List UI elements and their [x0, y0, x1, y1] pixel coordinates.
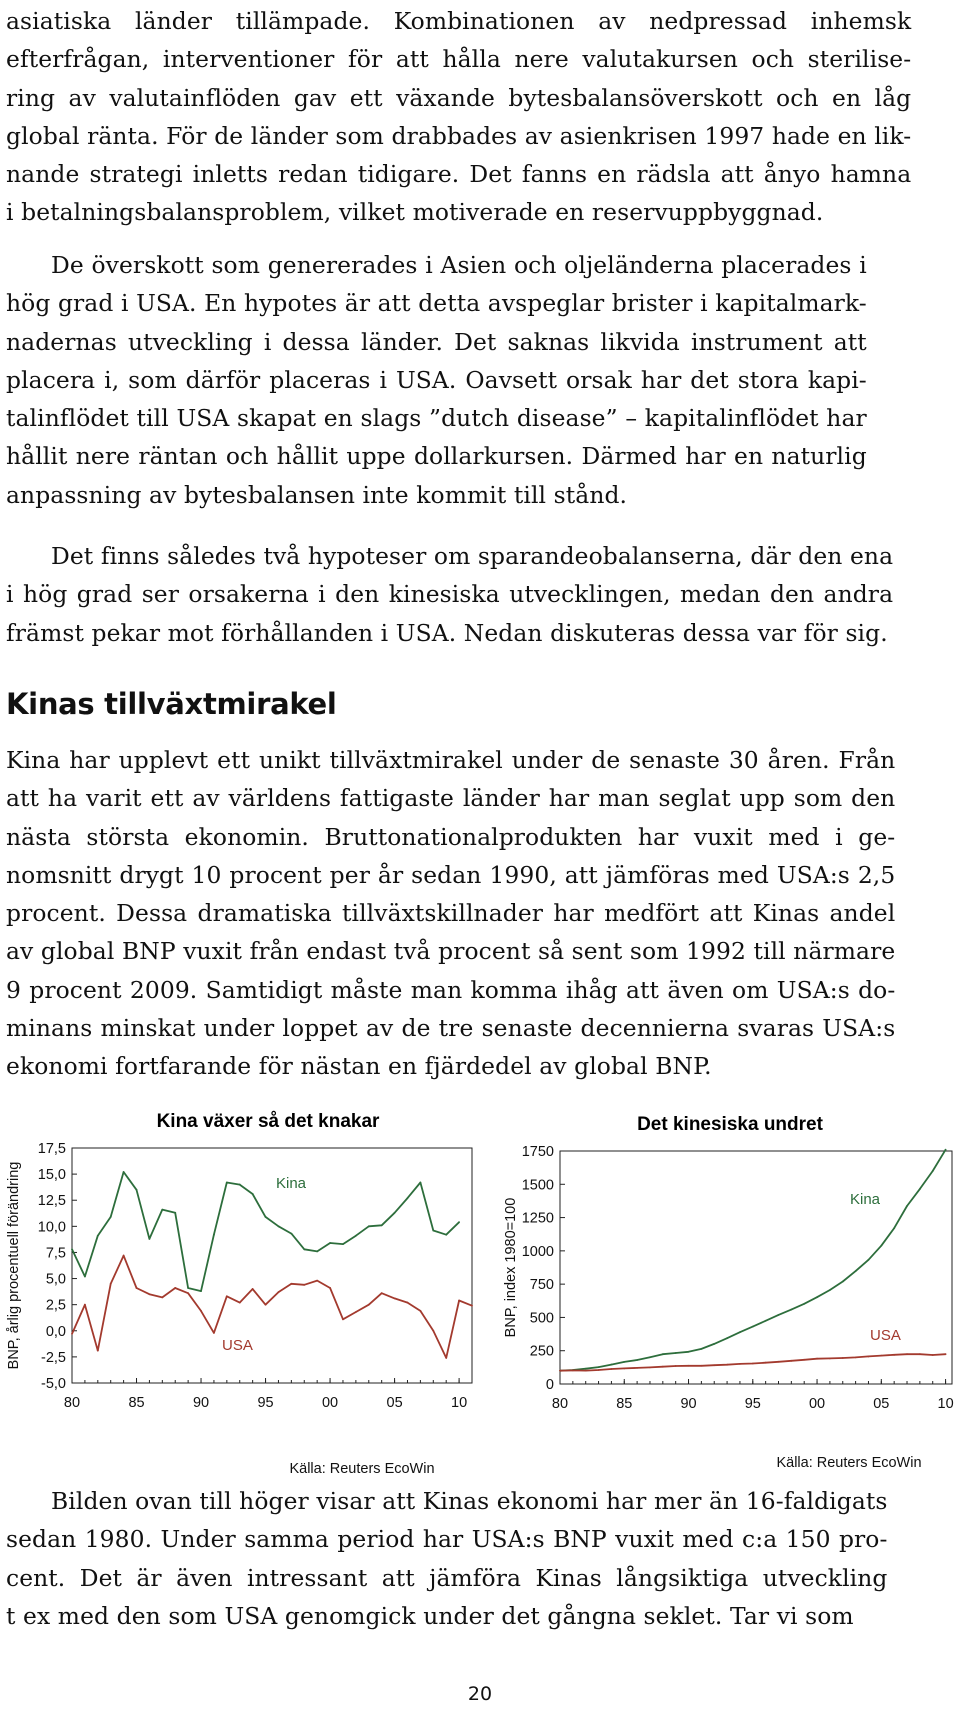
data-point-usa	[394, 1298, 396, 1300]
data-point-kina	[394, 1212, 396, 1214]
series-label-kina: Kina	[850, 1191, 881, 1208]
data-point-kina	[419, 1182, 421, 1184]
data-point-kina	[458, 1221, 460, 1223]
data-point-usa	[239, 1302, 241, 1304]
data-point-usa	[84, 1304, 86, 1306]
text-line: ekonomi fortfarande för nästan en fjärdedel av global BNP.	[6, 1052, 712, 1081]
data-point-kina	[278, 1225, 280, 1227]
text-line: Bilden ovan till höger visar att Kinas ekonomi har mer än 16-faldigats	[51, 1487, 888, 1515]
data-point-kina	[945, 1149, 947, 1151]
data-point-kina	[585, 1368, 587, 1370]
data-point-usa	[765, 1362, 767, 1364]
data-point-kina	[726, 1337, 728, 1339]
y-tick-label: 2,5	[45, 1297, 66, 1314]
data-point-usa	[713, 1364, 715, 1366]
y-axis-label: BNP, årlig procentuell förändring	[6, 1161, 22, 1370]
data-point-usa	[265, 1304, 267, 1306]
text-line: Kina har upplevt ett unikt tillväxtmirakel under de senaste 30 åren. Från	[6, 746, 896, 774]
data-point-usa	[329, 1287, 331, 1289]
data-point-usa	[458, 1300, 460, 1302]
text-line: cent. Det är även intressant att jämföra Kinas långsiktiga utveckling	[6, 1563, 888, 1592]
y-tick-label: 500	[529, 1310, 554, 1327]
text-line: minans minskat under loppet av de tre senaste decennierna svaras USA:s	[6, 1014, 896, 1043]
data-point-usa	[829, 1358, 831, 1360]
data-point-kina	[432, 1230, 434, 1232]
data-point-usa	[662, 1366, 664, 1368]
data-point-usa	[252, 1288, 254, 1290]
chart-growth	[0, 1100, 480, 1480]
data-point-kina	[174, 1212, 176, 1214]
data-point-kina	[213, 1234, 215, 1236]
data-point-kina	[842, 1281, 844, 1283]
data-point-kina	[688, 1351, 690, 1353]
data-point-usa	[906, 1353, 908, 1355]
data-point-kina	[290, 1233, 292, 1235]
data-point-kina	[636, 1359, 638, 1361]
data-point-kina	[829, 1289, 831, 1291]
data-point-usa	[123, 1255, 125, 1257]
x-tick-label: 90	[680, 1396, 697, 1412]
x-tick-label: 05	[873, 1396, 890, 1412]
data-point-kina	[97, 1235, 99, 1237]
data-point-kina	[623, 1361, 625, 1363]
text-line: 9 procent 2009. Samtidigt måste man komma ihåg att även om USA:s do-	[6, 975, 896, 1004]
paragraph-2	[6, 246, 867, 514]
paragraph-4	[6, 741, 895, 1086]
data-point-usa	[739, 1363, 741, 1365]
data-point-kina	[893, 1227, 895, 1229]
data-point-usa	[471, 1305, 473, 1307]
series-label-usa: USA	[222, 1337, 253, 1354]
text-line: nomsnitt drygt 10 procent per år sedan 1990, att jämföras med USA:s 2,5	[6, 860, 896, 889]
data-point-kina	[649, 1356, 651, 1358]
data-point-kina	[445, 1234, 447, 1236]
data-point-kina	[855, 1270, 857, 1272]
data-point-kina	[880, 1245, 882, 1247]
x-tick-label: 95	[257, 1395, 274, 1411]
data-point-kina	[303, 1248, 305, 1250]
data-point-usa	[893, 1354, 895, 1356]
y-tick-label: 0	[545, 1377, 554, 1393]
text-line: efterfrågan, interventioner för att hålla nere valutakursen och sterilise-	[6, 45, 912, 74]
data-point-usa	[161, 1296, 163, 1298]
text-line: av global BNP vuxit från endast två procent så sent som 1992 till närmare	[6, 937, 896, 966]
data-point-usa	[71, 1333, 73, 1335]
data-point-usa	[803, 1359, 805, 1361]
data-point-kina	[675, 1352, 677, 1354]
data-point-usa	[611, 1368, 613, 1370]
text-line: nästa största ekonomin. Bruttonationalprodukten har vuxit med i ge-	[6, 822, 896, 851]
data-point-usa	[842, 1357, 844, 1359]
data-point-usa	[816, 1358, 818, 1360]
data-point-usa	[226, 1295, 228, 1297]
y-tick-label: 1750	[521, 1144, 554, 1160]
chart-source: Källa: Reuters EcoWin	[289, 1461, 435, 1477]
text-line: sedan 1980. Under samma period har USA:s BNP vuxit med c:a 150 pro-	[6, 1525, 888, 1554]
text-line: Det finns således två hypoteser om sparandeobalanserna, där den ena	[51, 542, 894, 570]
x-tick-label: 10	[937, 1396, 954, 1412]
text-line: nande strategi inletts redan tidigare. Det fanns en rädsla att ånyo hamna	[6, 160, 912, 189]
y-tick-label: -5,0	[41, 1376, 66, 1392]
data-point-usa	[290, 1283, 292, 1285]
y-tick-label: 750	[529, 1277, 554, 1294]
data-point-kina	[161, 1209, 163, 1211]
data-point-kina	[868, 1259, 870, 1261]
data-point-usa	[919, 1353, 921, 1355]
data-point-kina	[906, 1205, 908, 1207]
charts-figure	[0, 1100, 960, 1480]
y-tick-label: 5,0	[45, 1271, 66, 1288]
data-point-kina	[71, 1248, 73, 1250]
data-point-usa	[97, 1350, 99, 1352]
data-point-usa	[623, 1368, 625, 1370]
data-point-usa	[149, 1293, 151, 1295]
data-point-kina	[816, 1296, 818, 1298]
data-point-usa	[932, 1354, 934, 1356]
data-point-usa	[445, 1357, 447, 1359]
data-point-usa	[649, 1366, 651, 1368]
data-point-kina	[752, 1326, 754, 1328]
data-point-kina	[110, 1216, 112, 1218]
x-tick-label: 00	[808, 1396, 826, 1412]
y-tick-label: 15,0	[37, 1167, 66, 1184]
x-tick-label: 00	[321, 1395, 339, 1411]
y-tick-label: 1000	[521, 1243, 554, 1260]
data-point-kina	[381, 1224, 383, 1226]
y-tick-label: 0,0	[45, 1323, 66, 1340]
text-line: att ha varit ett av världens fattigaste länder har man seglat upp som den	[6, 784, 896, 813]
data-point-kina	[84, 1276, 86, 1278]
paragraph-1	[6, 2, 911, 232]
data-point-usa	[419, 1310, 421, 1312]
data-point-kina	[136, 1189, 138, 1191]
chart-index	[480, 1100, 960, 1480]
x-tick-label: 85	[616, 1396, 633, 1412]
y-tick-label: 17,5	[37, 1141, 66, 1157]
chart-source: Källa: Reuters EcoWin	[776, 1455, 922, 1471]
x-tick-label: 80	[551, 1396, 569, 1412]
data-point-kina	[919, 1188, 921, 1190]
text-line: ring av valutainflöden gav ett växande bytesbalansöverskott och en låg	[6, 83, 912, 112]
data-point-kina	[932, 1170, 934, 1172]
data-point-kina	[200, 1290, 202, 1292]
text-line: hög grad i USA. En hypotes är att detta avspeglar brister i kapitalmark-	[6, 289, 867, 318]
text-line: t ex med den som USA genomgick under det gångna seklet. Tar vi som	[6, 1601, 854, 1630]
data-point-kina	[342, 1243, 344, 1245]
data-point-usa	[572, 1369, 574, 1371]
paragraph-3	[6, 537, 893, 652]
data-point-usa	[342, 1318, 344, 1320]
data-point-usa	[790, 1360, 792, 1362]
x-tick-label: 90	[192, 1395, 210, 1411]
data-point-usa	[278, 1291, 280, 1293]
data-point-usa	[213, 1332, 215, 1334]
data-point-kina	[739, 1331, 741, 1333]
series-label-kina: Kina	[276, 1175, 307, 1192]
text-line: De överskott som genererades i Asien och oljeländerna placerades i	[51, 251, 867, 279]
text-line: hållit nere räntan och hållit uppe dollarkursen. Därmed har en naturlig	[6, 442, 867, 471]
data-point-kina	[123, 1171, 125, 1173]
data-point-usa	[752, 1363, 754, 1365]
data-point-kina	[239, 1184, 241, 1186]
series-line-usa	[72, 1256, 472, 1358]
text-line: talinflödet till USA skapat en slags ”dutch disease” – kapitalinflödet har	[6, 404, 867, 433]
data-point-usa	[559, 1370, 561, 1372]
text-line: placera i, som därför placeras i USA. Oavsett orsak har det stora kapi-	[6, 365, 867, 394]
data-point-usa	[174, 1287, 176, 1289]
data-point-usa	[726, 1364, 728, 1366]
data-point-usa	[880, 1355, 882, 1357]
data-point-usa	[636, 1367, 638, 1369]
data-point-usa	[187, 1292, 189, 1294]
text-line: global ränta. För de länder som drabbades av asienkrisen 1997 hade en lik-	[6, 121, 912, 150]
data-point-kina	[803, 1303, 805, 1305]
data-point-kina	[368, 1225, 370, 1227]
data-point-kina	[700, 1348, 702, 1350]
data-point-kina	[611, 1364, 613, 1366]
text-line: främst pekar mot förhållanden i USA. Nedan diskuteras dessa var för sig.	[6, 618, 888, 647]
x-tick-label: 95	[744, 1396, 761, 1412]
data-point-usa	[432, 1330, 434, 1332]
data-point-kina	[790, 1309, 792, 1311]
x-tick-label: 05	[386, 1395, 403, 1411]
data-point-usa	[355, 1311, 357, 1313]
data-point-kina	[226, 1182, 228, 1184]
y-tick-label: 1250	[521, 1210, 554, 1227]
data-point-usa	[407, 1302, 409, 1304]
text-line: nadernas utveckling i dessa länder. Det saknas likvida instrument att	[6, 327, 867, 356]
chart-title: Det kinesiska undret	[637, 1114, 823, 1135]
y-tick-label: 7,5	[45, 1245, 66, 1262]
data-point-kina	[765, 1320, 767, 1322]
data-point-usa	[368, 1304, 370, 1306]
y-tick-label: 10,0	[37, 1219, 66, 1236]
data-point-kina	[662, 1353, 664, 1355]
x-tick-label: 85	[128, 1395, 145, 1411]
plot-frame	[560, 1151, 952, 1384]
y-tick-label: 250	[529, 1343, 554, 1360]
data-point-usa	[110, 1283, 112, 1285]
data-point-usa	[585, 1370, 587, 1372]
text-line: i hög grad ser orsakerna i den kinesiska utvecklingen, medan den andra	[6, 580, 894, 609]
data-point-kina	[778, 1314, 780, 1316]
data-point-usa	[778, 1361, 780, 1363]
data-point-usa	[316, 1280, 318, 1282]
data-point-kina	[187, 1287, 189, 1289]
x-tick-label: 80	[63, 1395, 81, 1411]
data-point-usa	[200, 1310, 202, 1312]
y-tick-label: 1500	[521, 1177, 554, 1194]
text-line: i betalningsbalansproblem, vilket motiverade en reservuppbyggnad.	[6, 198, 824, 227]
data-point-usa	[381, 1292, 383, 1294]
y-tick-label: 12,5	[37, 1193, 66, 1210]
paragraph-5	[6, 1482, 888, 1635]
section-heading: Kinas tillväxtmirakel	[6, 687, 337, 721]
data-point-kina	[407, 1197, 409, 1199]
series-label-usa: USA	[870, 1327, 901, 1344]
data-point-kina	[252, 1193, 254, 1195]
data-point-usa	[855, 1356, 857, 1358]
data-point-usa	[598, 1369, 600, 1371]
text-line: procent. Dessa dramatiska tillväxtskillnader har medfört att Kinas andel	[6, 899, 896, 928]
text-line: anpassning av bytesbalansen inte kommit till stånd.	[6, 480, 628, 509]
data-point-usa	[945, 1353, 947, 1355]
data-point-kina	[149, 1238, 151, 1240]
y-axis-label: BNP, index 1980=100	[503, 1197, 519, 1338]
y-tick-label: -2,5	[41, 1349, 66, 1366]
data-point-kina	[265, 1216, 267, 1218]
data-point-kina	[329, 1242, 331, 1244]
data-point-kina	[713, 1343, 715, 1345]
x-tick-label: 10	[451, 1395, 468, 1411]
data-point-usa	[303, 1284, 305, 1286]
data-point-kina	[316, 1251, 318, 1253]
data-point-usa	[868, 1356, 870, 1358]
page-number: 20	[467, 1683, 493, 1705]
data-point-usa	[700, 1365, 702, 1367]
data-point-kina	[598, 1366, 600, 1368]
data-point-usa	[688, 1365, 690, 1367]
chart-title: Kina växer så det knakar	[156, 1111, 380, 1132]
text-line: asiatiska länder tillämpade. Kombinationen av nedpressad inhemsk	[6, 7, 912, 35]
data-point-usa	[675, 1365, 677, 1367]
data-point-kina	[355, 1235, 357, 1237]
data-point-usa	[136, 1287, 138, 1289]
